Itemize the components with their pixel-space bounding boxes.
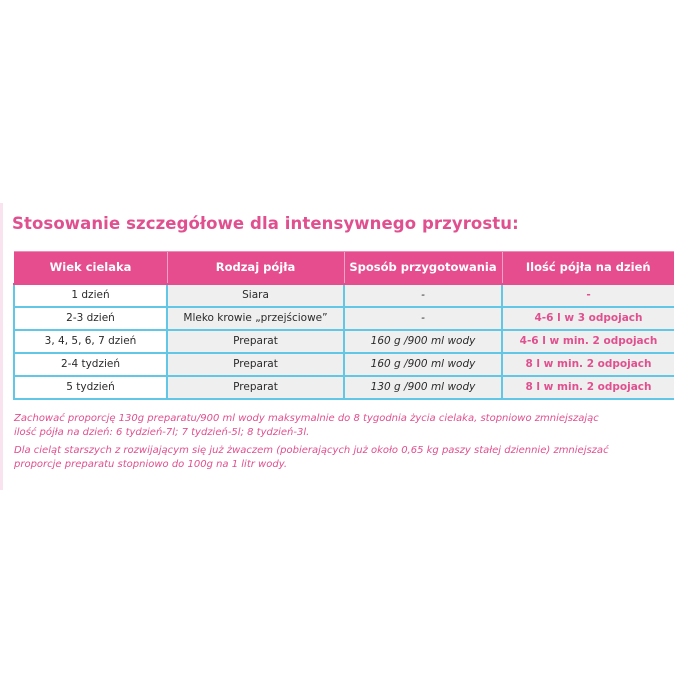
cell-daily-amount: 4-6 l w 3 odpojach [502,307,674,330]
cell-feed-type: Siara [167,284,344,307]
cell-age: 3, 4, 5, 6, 7 dzień [14,330,167,353]
note-line: ilość pójła na dzień: 6 tydzień-7l; 7 tydzień-5l; 8 tydzień-3l. [14,427,310,438]
cell-daily-amount: 8 l w min. 2 odpojach [502,376,674,399]
cell-age: 1 dzień [14,284,167,307]
table-row [14,330,674,353]
table-row [14,376,674,399]
cell-feed-type: Preparat [167,353,344,376]
table-row [14,353,674,376]
note-proportion [14,412,694,440]
table-header-row [14,252,674,284]
header-feed-type: Rodzaj pójła [167,252,344,284]
cell-feed-type: Preparat [167,376,344,399]
left-edge-strip [0,203,3,490]
footnotes [14,412,694,476]
cell-daily-amount: 4-6 l w min. 2 odpojach [502,330,674,353]
cell-preparation: 160 g /900 ml wody [344,330,502,353]
cell-age: 2-3 dzień [14,307,167,330]
header-calf-age: Wiek cielaka [14,252,167,284]
note-older-calves [14,444,694,472]
cell-daily-amount: - [502,284,674,307]
cell-daily-amount: 8 l w min. 2 odpojach [502,353,674,376]
section-title: Stosowanie szczegółowe dla intensywnego przyrostu: [12,214,519,233]
feeding-table [13,251,674,400]
header-daily-amount: Ilość pójła na dzień [502,252,674,284]
table-row [14,307,674,330]
cell-preparation: 160 g /900 ml wody [344,353,502,376]
note-line: Zachować proporcję 130g preparatu/900 ml wody maksymalnie do 8 tygodnia życia cielaka, stopniowo zmniejszając [14,413,599,424]
cell-feed-type: Mleko krowie „przejściowe” [167,307,344,330]
cell-age: 2-4 tydzień [14,353,167,376]
cell-preparation: - [344,284,502,307]
note-line: proporcje preparatu stopniowo do 100g na 1 litr wody. [14,459,288,470]
cell-age: 5 tydzień [14,376,167,399]
note-line: Dla cieląt starszych z rozwijającym się już żwaczem (pobierających już około 0,65 kg paszy stałej dziennie) zmniejszać [14,445,609,456]
cell-feed-type: Preparat [167,330,344,353]
table-row [14,284,674,307]
cell-preparation: 130 g /900 ml wody [344,376,502,399]
header-preparation-method: Sposób przygotowania [344,252,502,284]
cell-preparation: - [344,307,502,330]
